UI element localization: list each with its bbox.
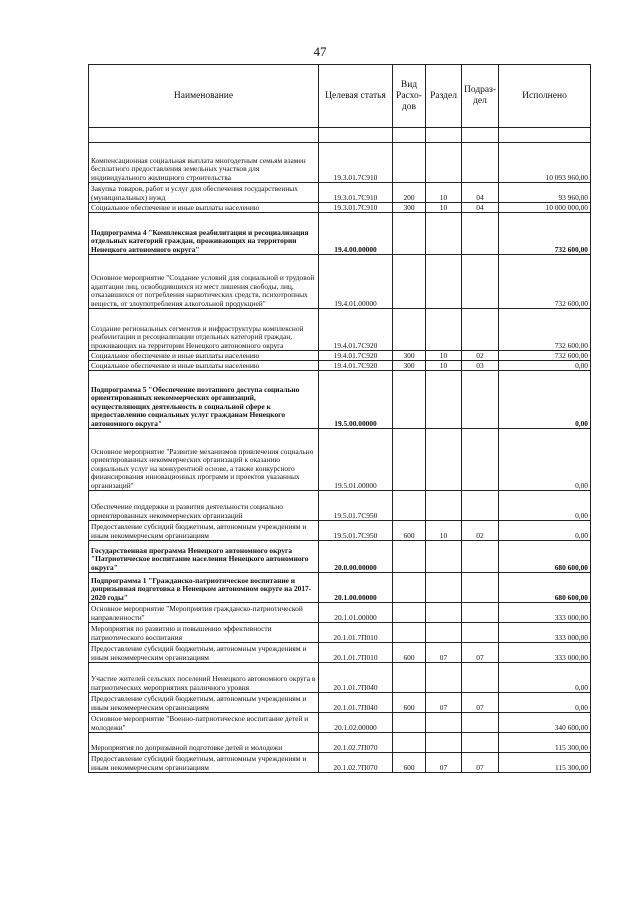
row-name: Основное мероприятие "Военно-патриотическое воспитание детей и молодежи" xyxy=(89,713,319,733)
row-name: Основное мероприятие "Развитие механизмов привлечения социально ориентированных некоммерческих организаций к оказанию социальных услуг на конкурентной основе, а также конкурсного финансирования инновационных программ и проектов указанных организаций" xyxy=(89,429,319,491)
row-expense-type xyxy=(393,491,426,521)
row-subsection: 03 xyxy=(462,361,499,371)
row-section xyxy=(426,491,462,521)
row-executed-amount: 333 000,00 xyxy=(499,623,591,643)
table-row xyxy=(89,541,591,573)
row-expense-type: 200 xyxy=(393,183,426,203)
row-target-article: 19.4.01.7С920 xyxy=(319,351,393,361)
row-subsection xyxy=(462,143,499,183)
table-row xyxy=(89,693,591,713)
row-name: Социальное обеспечение и иные выплаты населению xyxy=(89,203,319,213)
header-target: Целевая статья xyxy=(319,65,393,128)
page-number: 47 xyxy=(313,44,327,59)
row-executed-amount: 732 600,00 xyxy=(499,213,591,255)
row-executed-amount: 0,00 xyxy=(499,371,591,429)
row-section xyxy=(426,623,462,643)
row-expense-type xyxy=(393,733,426,753)
row-target-article: 19.3.01.7С910 xyxy=(319,143,393,183)
row-executed-amount: 680 600,00 xyxy=(499,541,591,573)
row-expense-type xyxy=(393,429,426,491)
row-target-article: 19.5.01.7С950 xyxy=(319,521,393,541)
row-target-article: 19.3.01.7С910 xyxy=(319,183,393,203)
table-row xyxy=(89,371,591,429)
row-expense-type xyxy=(393,371,426,429)
row-name: Предоставление субсидий бюджетным, автономным учреждениям и иным некоммерческим организациям xyxy=(89,643,319,663)
row-target-article: 20.1.00.00000 xyxy=(319,573,393,603)
row-subsection: 07 xyxy=(462,643,499,663)
row-expense-type: 600 xyxy=(393,643,426,663)
row-executed-amount: 333 000,00 xyxy=(499,643,591,663)
row-subsection xyxy=(462,573,499,603)
row-expense-type xyxy=(393,541,426,573)
row-name: Социальное обеспечение и иные выплаты населению xyxy=(89,361,319,371)
row-executed-amount: 0,00 xyxy=(499,429,591,491)
row-executed-amount: 0,00 xyxy=(499,491,591,521)
table-row xyxy=(89,663,591,693)
table-row xyxy=(89,361,591,371)
row-name: Создание региональных сегментов и инфраструктуры комплексной реабилитации и ресоциализации отдельных категорий граждан, проживающих на территории Ненецкого автономного округа xyxy=(89,309,319,351)
row-subsection xyxy=(462,603,499,623)
row-expense-type xyxy=(393,255,426,309)
row-name: Основное мероприятие "Мероприятия гражданско-патриотической направленности" xyxy=(89,603,319,623)
row-section: 07 xyxy=(426,693,462,713)
row-section xyxy=(426,255,462,309)
row-section: 10 xyxy=(426,183,462,203)
row-subsection xyxy=(462,733,499,753)
row-name: Подпрограмма 4 "Комплексная реабилитация и ресоциализация отдельных категорий граждан, проживающих на территории Ненецкого автономного округа" xyxy=(89,213,319,255)
row-section: 10 xyxy=(426,361,462,371)
table-row xyxy=(89,429,591,491)
row-expense-type xyxy=(393,573,426,603)
row-subsection xyxy=(462,491,499,521)
table-row xyxy=(89,733,591,753)
row-executed-amount: 732 600,00 xyxy=(499,255,591,309)
table-row xyxy=(89,351,591,361)
row-executed-amount: 340 600,00 xyxy=(499,713,591,733)
row-subsection xyxy=(462,663,499,693)
row-executed-amount: 0,00 xyxy=(499,663,591,693)
row-name: Предоставление субсидий бюджетным, автономным учреждениям и иным некоммерческим организациям xyxy=(89,753,319,773)
row-executed-amount: 10 093 960,00 xyxy=(499,143,591,183)
row-target-article: 19.4.01.00000 xyxy=(319,255,393,309)
row-name: Участие жителей сельских поселений Ненецкого автономного округа в патриотических мероприятиях различного уровня xyxy=(89,663,319,693)
table-row xyxy=(89,521,591,541)
row-target-article: 20.0.00.00000 xyxy=(319,541,393,573)
row-section xyxy=(426,603,462,623)
row-section: 10 xyxy=(426,351,462,361)
row-name: Мероприятия по развитию и повышению эффективности патриотического воспитания xyxy=(89,623,319,643)
row-expense-type: 600 xyxy=(393,753,426,773)
row-section xyxy=(426,733,462,753)
row-section xyxy=(426,713,462,733)
table-row xyxy=(89,183,591,203)
table-row xyxy=(89,643,591,663)
row-executed-amount: 10 000 000,00 xyxy=(499,203,591,213)
row-name: Социальное обеспечение и иные выплаты населению xyxy=(89,351,319,361)
row-name: Предоставление субсидий бюджетным, автономным учреждениям и иным некоммерческим организациям xyxy=(89,693,319,713)
row-subsection: 07 xyxy=(462,753,499,773)
row-executed-amount: 333 000,00 xyxy=(499,603,591,623)
row-section xyxy=(426,573,462,603)
row-subsection: 02 xyxy=(462,351,499,361)
table-spacer-row xyxy=(89,128,591,143)
row-subsection: 04 xyxy=(462,203,499,213)
table-header-row xyxy=(89,65,591,128)
row-expense-type xyxy=(393,309,426,351)
row-subsection xyxy=(462,309,499,351)
row-executed-amount: 0,00 xyxy=(499,521,591,541)
row-expense-type: 600 xyxy=(393,693,426,713)
row-executed-amount: 115 300,00 xyxy=(499,733,591,753)
row-executed-amount: 0,00 xyxy=(499,361,591,371)
row-target-article: 19.4.01.7С920 xyxy=(319,309,393,351)
row-expense-type xyxy=(393,623,426,643)
row-name: Мероприятия по допризывной подготовке детей и молодежи xyxy=(89,733,319,753)
row-name: Государственная программа Ненецкого автономного округа "Патриотическое воспитание населения Ненецкого автономного округа" xyxy=(89,541,319,573)
table-row xyxy=(89,623,591,643)
row-section: 07 xyxy=(426,753,462,773)
row-target-article: 19.5.01.00000 xyxy=(319,429,393,491)
row-subsection xyxy=(462,371,499,429)
row-expense-type xyxy=(393,663,426,693)
row-expense-type: 300 xyxy=(393,351,426,361)
table-row xyxy=(89,309,591,351)
row-executed-amount: 732 600,00 xyxy=(499,309,591,351)
row-subsection xyxy=(462,213,499,255)
row-target-article: 20.1.01.00000 xyxy=(319,603,393,623)
row-executed-amount: 732 600,00 xyxy=(499,351,591,361)
row-expense-type xyxy=(393,143,426,183)
row-subsection: 07 xyxy=(462,693,499,713)
row-subsection xyxy=(462,713,499,733)
table-row xyxy=(89,713,591,733)
row-name: Предоставление субсидий бюджетным, автономным учреждениям и иным некоммерческим организациям xyxy=(89,521,319,541)
table-row xyxy=(89,255,591,309)
row-expense-type: 300 xyxy=(393,203,426,213)
table-row xyxy=(89,603,591,623)
row-subsection: 02 xyxy=(462,521,499,541)
header-section: Раздел xyxy=(426,65,462,128)
row-target-article: 20.1.02.7П070 xyxy=(319,753,393,773)
row-target-article: 19.4.01.7С920 xyxy=(319,361,393,371)
row-section xyxy=(426,663,462,693)
row-name: Подпрограмма 1 "Гражданско-патриотическое воспитание и допризывная подготовка в Ненецком автономном округе на 2017-2020 годы" xyxy=(89,573,319,603)
row-section xyxy=(426,541,462,573)
row-name: Обеспечение поддержки и развития деятельности социально ориентированных некоммерческих организаций xyxy=(89,491,319,521)
row-subsection xyxy=(462,541,499,573)
row-expense-type xyxy=(393,213,426,255)
row-name: Закупка товаров, работ и услуг для обеспечения государственных (муниципальных) нужд xyxy=(89,183,319,203)
row-name: Компенсационная социальная выплата многодетным семьям взамен бесплатного предоставления земельных участков для индивидуального жилищного строительства xyxy=(89,143,319,183)
row-target-article: 20.1.01.7П040 xyxy=(319,663,393,693)
row-subsection xyxy=(462,623,499,643)
row-section xyxy=(426,429,462,491)
row-subsection xyxy=(462,255,499,309)
row-section: 07 xyxy=(426,643,462,663)
row-target-article: 19.5.00.00000 xyxy=(319,371,393,429)
row-expense-type: 600 xyxy=(393,521,426,541)
row-section xyxy=(426,213,462,255)
row-section xyxy=(426,309,462,351)
row-executed-amount: 680 600,00 xyxy=(499,573,591,603)
table-row xyxy=(89,491,591,521)
row-target-article: 20.1.01.7П010 xyxy=(319,623,393,643)
row-target-article: 19.4.00.00000 xyxy=(319,213,393,255)
row-target-article: 20.1.02.7П070 xyxy=(319,733,393,753)
row-subsection xyxy=(462,429,499,491)
row-target-article: 20.1.01.7П010 xyxy=(319,643,393,663)
row-section xyxy=(426,371,462,429)
row-section: 10 xyxy=(426,203,462,213)
table-row xyxy=(89,213,591,255)
table-row xyxy=(89,573,591,603)
row-target-article: 20.1.01.7П040 xyxy=(319,693,393,713)
row-subsection: 04 xyxy=(462,183,499,203)
row-section xyxy=(426,143,462,183)
header-name: Наименование xyxy=(89,65,319,128)
header-expense-type: Вид Расхо-дов xyxy=(393,65,426,128)
row-target-article: 19.3.01.7С910 xyxy=(319,203,393,213)
row-expense-type xyxy=(393,603,426,623)
header-executed: Исполнено xyxy=(499,65,591,128)
row-name: Подпрограмма 5 "Обеспечение поэтапного доступа социально ориентированных некоммерческих организаций, осуществляющих деятельность в социальной сфере к предоставлению социальных услуг гражданам Ненецкого автономного округа" xyxy=(89,371,319,429)
row-executed-amount: 93 960,00 xyxy=(499,183,591,203)
header-subsection: Подраз-дел xyxy=(462,65,499,128)
table-row xyxy=(89,203,591,213)
row-expense-type xyxy=(393,713,426,733)
row-executed-amount: 0,00 xyxy=(499,693,591,713)
table-row xyxy=(89,753,591,773)
row-name: Основное мероприятие "Создание условий для социальной и трудовой адаптации лиц, освободившихся из мест лишения свободы, лиц, отказавшихся от потребления наркотических средств, психотропных веществ, от злоупотребления алкогольной продукцией" xyxy=(89,255,319,309)
row-executed-amount: 115 300,00 xyxy=(499,753,591,773)
row-target-article: 19.5.01.7С950 xyxy=(319,491,393,521)
row-expense-type: 300 xyxy=(393,361,426,371)
table-row xyxy=(89,143,591,183)
row-target-article: 20.1.02.00000 xyxy=(319,713,393,733)
budget-execution-table xyxy=(88,64,591,773)
row-section: 10 xyxy=(426,521,462,541)
